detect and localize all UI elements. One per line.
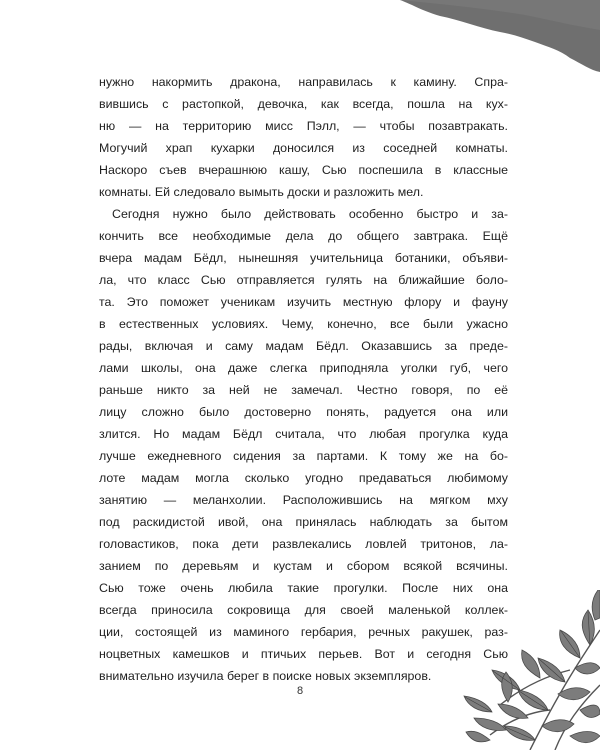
text-line: лицу сложно было достоверно понять, радуется она или — [99, 405, 508, 419]
text-line: лами школы, она даже слегка приподняла уголки губ, чего — [99, 361, 508, 375]
text-line: головастиков, пока дети развлекались ловлей тритонов, ла- — [99, 537, 508, 551]
text-line: кончить все необходимые дела до общего завтрака. Ещё — [99, 229, 508, 243]
text-line: раньше никто за ней не замечал. Честно говоря, по её — [99, 383, 508, 397]
text-line: занием по деревьям и кустам и сбором всякой всячины. — [99, 559, 508, 573]
text-line: Сью тоже очень любила такие прогулки. После них она — [99, 581, 508, 595]
dark-cloud-blob-icon — [400, 0, 600, 75]
text-line: под раскидистой ивой, она принялась наблюдать за бытом — [99, 515, 508, 529]
text-line: та. Это поможет ученикам изучить местную флору и фауну — [99, 295, 508, 309]
leafy-branch-icon — [430, 590, 600, 750]
text-line: злится. Но мадам Бёдл считала, что любая прогулка куда — [99, 427, 508, 441]
text-line: ла, что класс Сью отправляется гулять на ближайшие боло- — [99, 273, 508, 287]
text-line: лоте мадам могла сколько угодно предаваться любимому — [99, 471, 508, 485]
page-number: 8 — [296, 685, 304, 697]
text-line: нужно накормить дракона, направилась к камину. Спра- — [99, 75, 508, 89]
text-line: Могучий храп кухарки доносился из соседней комнаты. — [99, 141, 508, 155]
text-line: рады, включая и саму мадам Бёдл. Оказавшись за преде- — [99, 339, 508, 353]
text-line: вчера мадам Бёдл, нынешняя учительница ботаники, объяви- — [99, 251, 508, 265]
text-line: комнаты. Ей следовало вымыть доски и разложить мел. — [99, 185, 424, 199]
text-line: лучше ежедневного сидения за партами. К тому же на бо- — [99, 449, 508, 463]
text-line: Наскоро съев вчерашнюю кашу, Сью поспешила в классные — [99, 163, 508, 177]
text-line: ноцветных камешков и птичьих перьев. Вот и сегодня Сью — [99, 647, 508, 661]
text-line: внимательно изучила берег в поиске новых экземпляров. — [99, 669, 432, 683]
text-line: всегда приносила сокровища для своей маленькой коллек- — [99, 603, 508, 617]
text-line: ции, состоящей из маминого гербария, речных ракушек, раз- — [99, 625, 508, 639]
text-line: вившись с растопкой, девочка, как всегда, пошла на кух- — [99, 97, 508, 111]
text-line: Сегодня нужно было действовать особенно быстро и за- — [112, 207, 508, 221]
text-line: ню — на территорию мисс Пэлл, — чтобы позавтракать. — [99, 119, 508, 133]
text-line: в естественных условиях. Чему, конечно, все были ужасно — [99, 317, 508, 331]
text-line: занятию — меланхолии. Расположившись на мягком мху — [99, 493, 508, 507]
